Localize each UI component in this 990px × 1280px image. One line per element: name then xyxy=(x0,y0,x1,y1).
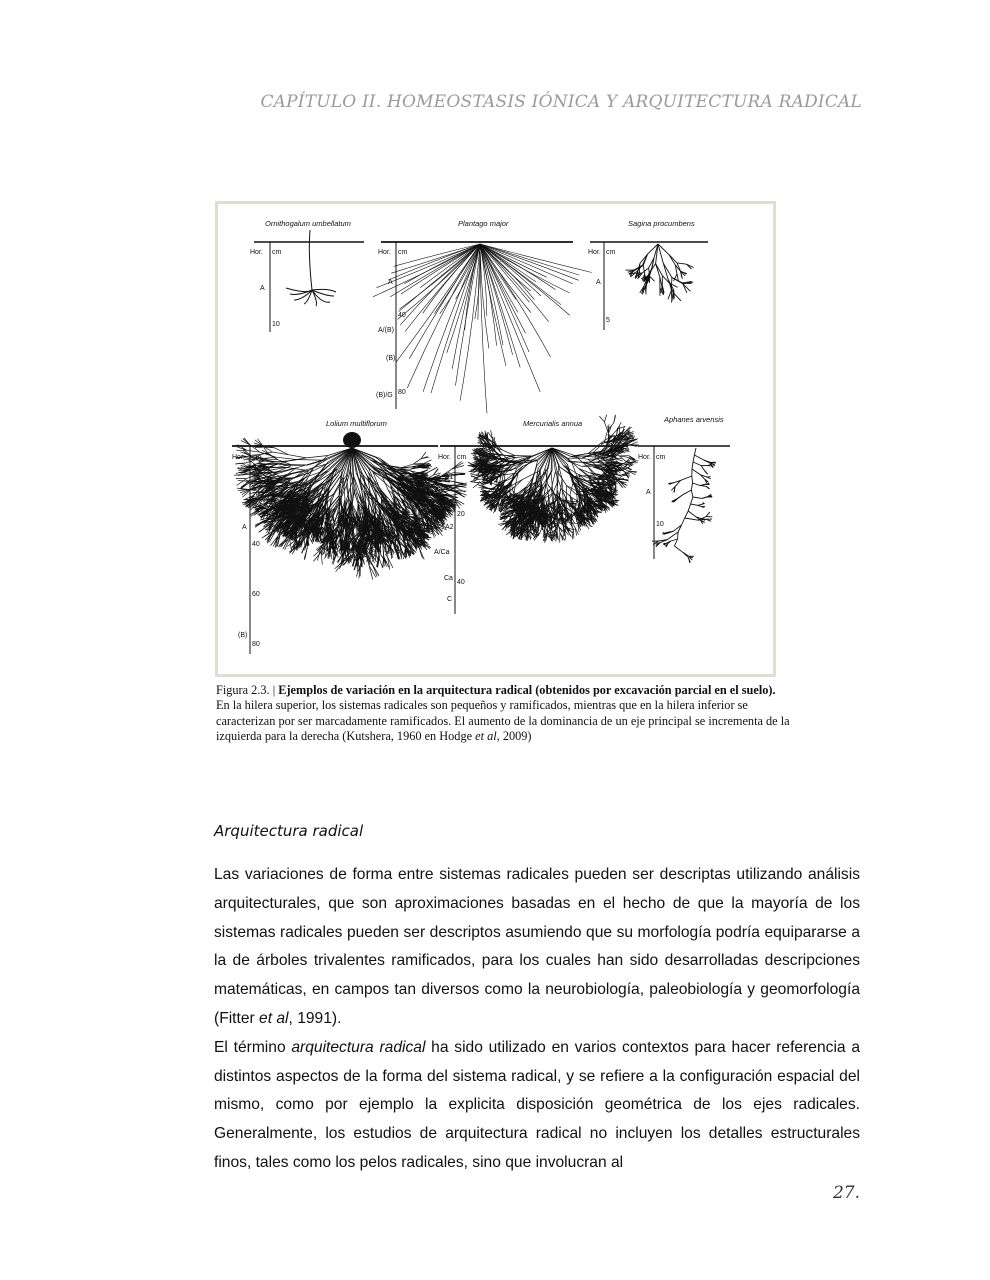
roots-lolium xyxy=(234,438,467,580)
axis-hor-label: Hor. xyxy=(378,249,391,256)
panel-ornithogalum xyxy=(250,219,364,332)
depth-tick: 20 xyxy=(252,492,260,499)
panel-mercurialis xyxy=(434,415,639,614)
horizon-label: A/(B) xyxy=(378,327,394,334)
figure-caption xyxy=(216,683,790,745)
panel-species-label: Mercurialis annua xyxy=(523,419,583,428)
axis-cm-label: cm xyxy=(457,454,467,461)
axis-hor-label: Hor. xyxy=(638,454,651,461)
running-head: CAPÍTULO II. HOMEOSTASIS IÓNICA Y ARQUITECTURA RADICAL xyxy=(260,92,862,112)
horizon-label: A/Ca xyxy=(434,549,450,556)
depth-tick: 80 xyxy=(252,641,260,648)
horizon-label: A xyxy=(646,489,651,496)
axis-cm-label: cm xyxy=(398,249,408,256)
page-number: 27. xyxy=(832,1183,860,1203)
horizon-label: (B) xyxy=(238,632,248,639)
axis-hor-label: Hor. xyxy=(588,249,601,256)
axis-cm-label: cm xyxy=(606,249,616,256)
horizon-label: A1 xyxy=(445,474,454,481)
panel-sagina xyxy=(588,219,708,330)
panel-plantago xyxy=(373,219,592,413)
body-text xyxy=(214,861,860,1178)
caption-etal: et al xyxy=(475,729,497,744)
axis-hor-label: Hor. xyxy=(250,249,263,256)
horizon-label: A xyxy=(260,285,265,292)
caption-text: En la hilera superior, los sistemas radicales son pequeños y ramificados, mientras que en la hilera inferior se caracterizan por ser marcadamente ramificados. El aumento de la dominancia de un eje principal se incrementa de la izquierda para la derecha (Kutshera, 1960 en Hodge xyxy=(216,698,790,744)
paragraph-2 xyxy=(214,1034,860,1178)
depth-tick: 10 xyxy=(272,321,280,328)
emphasized-term: arquitectura radical xyxy=(291,1038,426,1056)
horizon-label: (B) xyxy=(386,355,396,362)
horizon-label: C xyxy=(447,596,453,603)
horizon-label: Ca xyxy=(444,575,453,582)
paragraph-text: , 1991). xyxy=(288,1009,342,1027)
panel-aphanes xyxy=(638,415,730,563)
depth-tick: 40 xyxy=(252,541,260,548)
depth-tick: 40 xyxy=(398,312,406,319)
horizon-label: A xyxy=(388,279,393,286)
roots-sagina xyxy=(625,244,693,303)
caption-label: Figura 2.3. | xyxy=(216,683,279,697)
horizon-label: A xyxy=(242,524,247,531)
panel-species-label: Plantago major xyxy=(458,219,509,228)
depth-tick: 80 xyxy=(398,389,406,396)
horizon-label: A2 xyxy=(445,524,454,531)
roots-aphanes xyxy=(652,448,716,563)
panel-species-label: Sagina procumbens xyxy=(628,219,695,228)
roots-plantago xyxy=(373,244,592,413)
citation-etal: et al xyxy=(259,1009,289,1027)
paragraph-text: ha sido utilizado en varios contextos para hacer referencia a distintos aspectos de la forma del sistema radical, y se refiere a la configuración espacial del mismo, como por ejemplo la explicita disposición geométrica de los ejes radicales. Generalmente, los estudios de arquitectura radical no incluyen los detalles estructurales finos, tales como los pelos radicales, sino que involucran al xyxy=(214,1038,860,1171)
axis-cm-label: cm xyxy=(272,249,282,256)
figure-drawing xyxy=(218,204,773,674)
paragraph-text: El término xyxy=(214,1038,292,1056)
depth-tick: 60 xyxy=(252,591,260,598)
paragraph-1 xyxy=(214,861,860,1034)
horizon-label: (B)/G xyxy=(376,392,393,399)
axis-cm-label: cm xyxy=(656,454,666,461)
depth-tick: 20 xyxy=(457,511,465,518)
axis-hor-label: Hor. xyxy=(232,454,245,461)
panel-species-label: Lolium multiflorum xyxy=(326,419,387,428)
depth-tick: 10 xyxy=(656,521,664,528)
depth-tick: 5 xyxy=(606,317,610,324)
axis-hor-label: Hor. xyxy=(438,454,451,461)
panel-species-label: Ornithogalum umbellatum xyxy=(265,219,351,228)
paragraph-text: Las variaciones de forma entre sistemas radicales pueden ser descriptas utilizando análisis arquitecturales, que son aproximaciones basadas en el hecho de que la mayoría de los sistemas radicales pueden ser descriptos asumiendo que su morfología podría equipararse a la de árboles trivalentes ramificados, para los cuales han sido desarrolladas descripciones matemáticas, en campos tan diversos como la neurobiología, paleobiología y geomorfología (Fitter xyxy=(214,866,860,1027)
axis-cm-label: cm xyxy=(252,454,262,461)
horizon-label: A xyxy=(596,279,601,286)
depth-tick: 40 xyxy=(457,579,465,586)
panel-lolium xyxy=(232,419,467,654)
section-title: Arquitectura radical xyxy=(214,822,364,840)
caption-text-end: , 2009) xyxy=(496,729,532,744)
figure-root-architecture xyxy=(215,201,776,677)
roots-mercurialis xyxy=(468,415,640,543)
panel-species-label: Aphanes arvensis xyxy=(664,415,724,424)
caption-title: Ejemplos de variación en la arquitectura radical (obtenidos por excavación parcial en el suelo). xyxy=(278,683,776,697)
